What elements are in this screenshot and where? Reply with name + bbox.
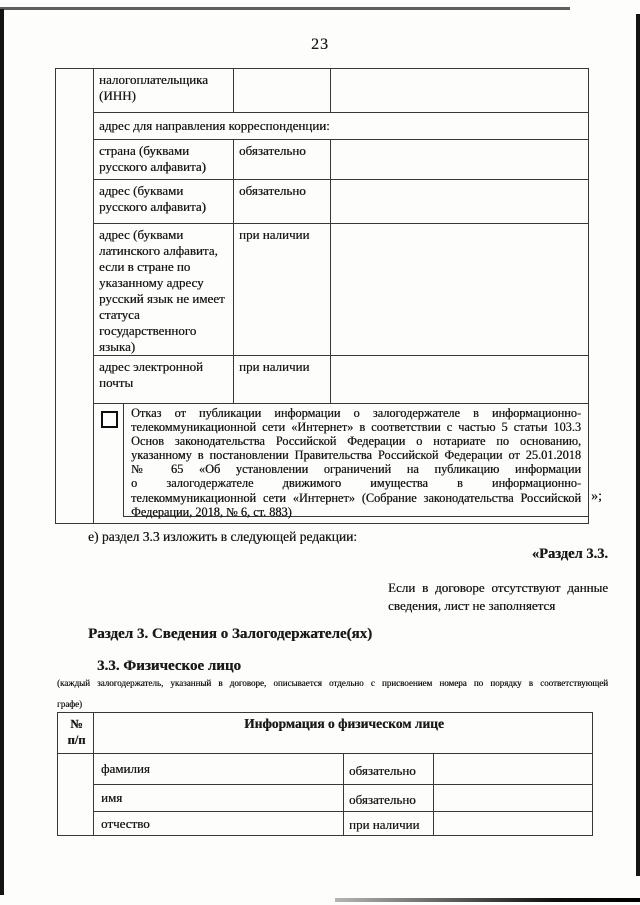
row-number-cell: [58, 754, 94, 836]
refusal-clause-row: [94, 404, 589, 524]
scan-edge-right: [636, 14, 640, 876]
page-number: 23: [311, 36, 329, 53]
person-table-header: Информация о физическом лице: [94, 713, 593, 754]
subsection-heading: 3.3. Физическое лицо: [97, 658, 241, 674]
row-number-cell: [56, 69, 94, 524]
requirement: при наличии: [344, 812, 434, 836]
value-cell: [434, 812, 593, 836]
fill-note: Если в договоре отсутствуют данные сведения, лист не заполняется: [388, 580, 608, 613]
value-cell: [331, 224, 589, 356]
value-cell: [331, 69, 589, 113]
field-label: имя: [94, 785, 344, 812]
field-label: налогоплательщика (ИНН): [94, 69, 234, 113]
scan-edge-top: [0, 7, 570, 10]
field-label: адрес (буквами латинского алфавита, если в стране по указанному адресу русский язык не имеет статуса государственного языка): [94, 224, 234, 356]
refusal-clause-text: Отказ от публикации информации о залогодержателе в информационно- телекоммуникационной сети «Интернет» в соответствии с частью 5 статьи 103.3 Основ законодательства Российской Федерации о нотариате по основанию, указанному в постановлении Правительства Российской Федерации от 25.01.2018 № 65 «Об установлении ограничений на публикацию информации о залогодержателе движимого имущества в информационно- телекоммуникационной сети «Интернет» (Собрание законодательства Российской Федерации, 2018, № 6, ст. 883): [123, 404, 588, 517]
field-label: страна (буквами русского алфавита): [94, 140, 234, 180]
quote-closing-mark: »;: [591, 489, 602, 504]
address-section-row: адрес для направления корреспонденции:: [94, 113, 589, 140]
field-label: фамилия: [94, 754, 344, 785]
value-cell: [434, 785, 593, 812]
scan-edge-left: [0, 9, 4, 895]
registration-table: [55, 68, 589, 524]
requirement: обязательно: [344, 785, 434, 812]
field-label: адрес электронной почты: [94, 356, 234, 404]
value-cell: [434, 754, 593, 785]
value-cell: [331, 140, 589, 180]
section-opening-title: «Раздел 3.3.: [531, 546, 608, 562]
amendment-intro: е) раздел 3.3 изложить в следующей редакции:: [88, 529, 357, 544]
value-cell: [331, 356, 589, 404]
value-cell: [331, 180, 589, 224]
number-column-header: № п/п: [58, 713, 94, 754]
scan-edge-bottom: [335, 898, 640, 902]
requirement: обязательно: [234, 180, 331, 224]
requirement: обязательно: [344, 754, 434, 785]
requirement: обязательно: [234, 140, 331, 180]
field-label: отчество: [94, 812, 344, 836]
refusal-checkbox: [101, 411, 118, 428]
person-table: [57, 712, 593, 836]
field-label: адрес (буквами русского алфавита): [94, 180, 234, 224]
requirement: [234, 69, 331, 113]
requirement: при наличии: [234, 356, 331, 404]
requirement: при наличии: [234, 224, 331, 356]
section-heading: Раздел 3. Сведения о Залогодержателе(ях): [88, 626, 373, 642]
subsection-note: (каждый залогодержатель, указанный в договоре, описывается отдельно с присвоением номера по порядку в соответствующей графе): [57, 678, 608, 709]
